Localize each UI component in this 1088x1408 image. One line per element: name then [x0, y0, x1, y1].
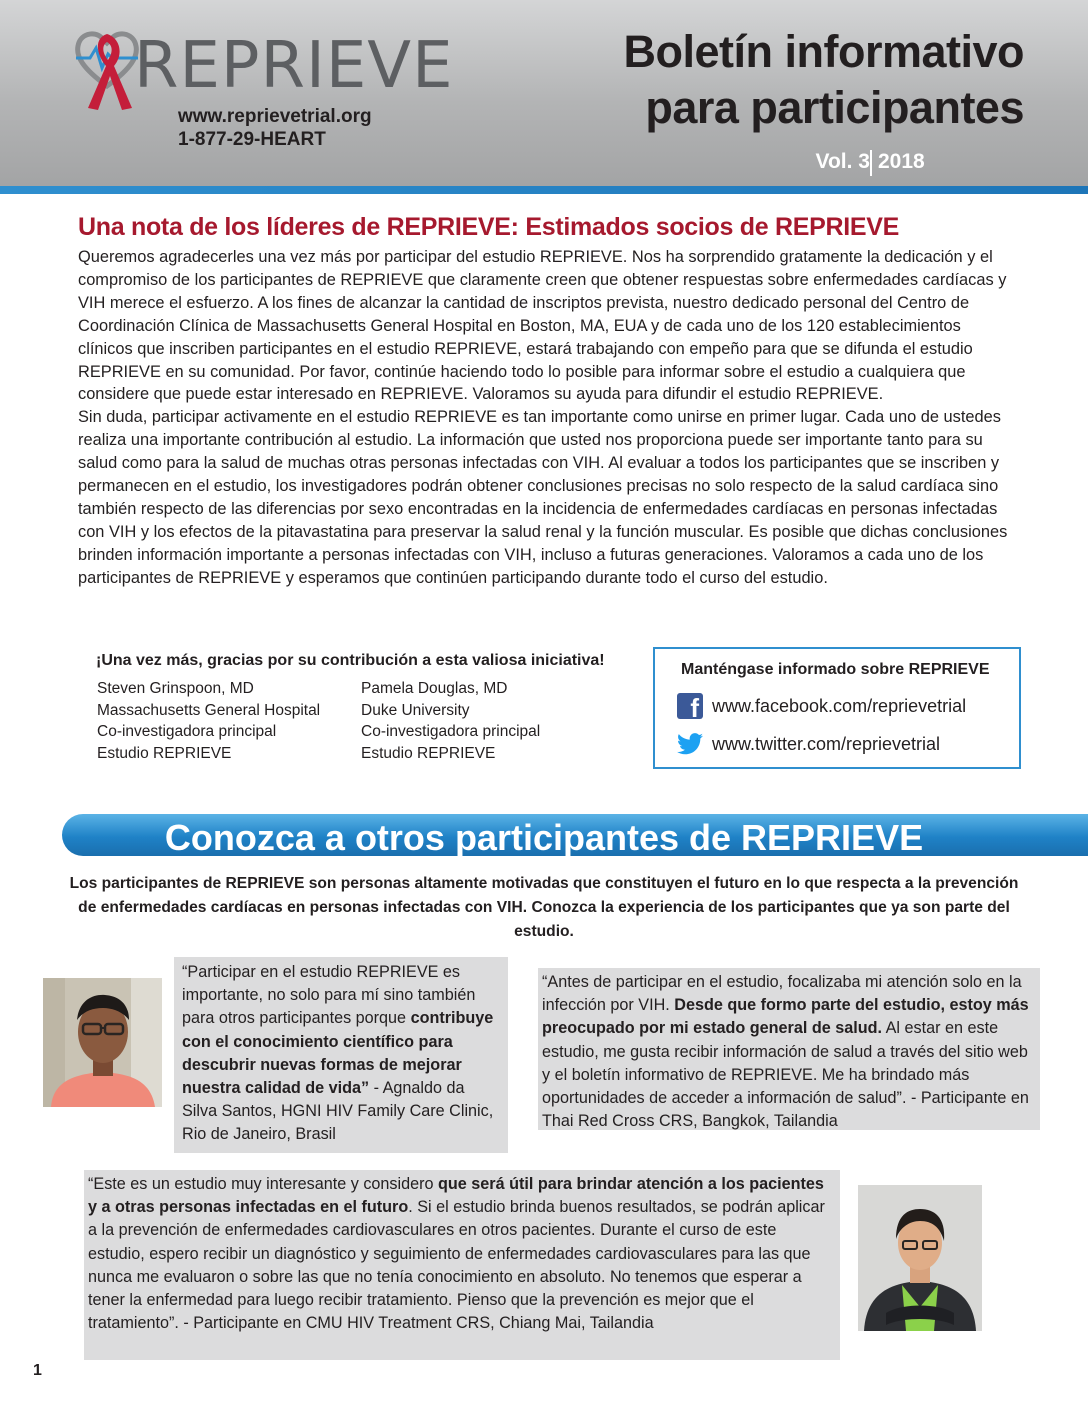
section-title: Conozca a otros participantes de REPRIEVE — [164, 817, 924, 858]
letter-heading: Una nota de los líderes de REPRIEVE: Estimados socios de REPRIEVE — [78, 213, 900, 241]
newsletter-title-line1: Boletín informativo — [623, 26, 1024, 77]
testimonial-attribution: Al estar en este estudio, me gusta recibir información de salud a través del sitio web y el boletín informativo de REPRIEVE. Me ha brindado más oportunidades de acceder a información de salud”. - Participante en Thai Red Cross CRS, Bangkok, Tailandia — [542, 1019, 1029, 1131]
letter-paragraph: Queremos agradecerles una vez más por participar del estudio REPRIEVE. Nos ha sorprendido gratamente la dedicación y el compromiso de los participantes de REPRIEVE que claramente creen que obtener respuestas sobre enfermedades cardíacas y VIH merece el esfuerzo. A los fines de alcanzar la cantidad de inscriptos prevista, nuestro dedicado personal del Centro de Coordinación Clínica de Massachusetts General Hospital en Boston, MA, EUA y de cada uno de los 120 establecimientos clínicos que inscriben participantes en el estudio REPRIEVE, estará trabajando con empeño para que se difunda el estudio REPRIEVE en su comunidad. Por favor, continúe haciendo todo lo posible para informar sobre el estudio a cualquiera que considere que puede estar interesado en REPRIEVE. Valoramos su ayuda para difundir el estudio REPRIEVE. — [78, 248, 1007, 404]
testimonial-text: “Participar en el estudio REPRIEVE es importante, no solo para mí sino también para otros participantes porque — [182, 963, 476, 1028]
testimonial-highlight: Desde que formo parte del estudio, estoy más preocupado por mi estado general de salud. — [542, 996, 1029, 1038]
volume-label: Vol. 3 — [815, 150, 870, 173]
testimonial-2 — [538, 968, 1040, 1130]
section-intro: Los participantes de REPRIEVE son personas altamente motivadas que constituyen el futuro en lo que respecta a la prevención de enfermedades cardíacas en personas infectadas con VIH. Conozca la experiencia de los participantes que ya son parte del estudio. — [69, 875, 1019, 940]
signatory-name: Steven Grinspoon, MD — [97, 680, 254, 697]
facebook-icon: f — [677, 693, 703, 719]
facebook-link[interactable] — [677, 693, 967, 723]
header-rule — [0, 186, 1088, 194]
participant-photo-3 — [858, 1185, 982, 1331]
newsletter-title-line2: para participantes — [645, 82, 1024, 133]
signatory-1 — [97, 678, 320, 764]
stay-informed-title: Manténgase informado sobre REPRIEVE — [681, 661, 990, 678]
signatory-role: Co-investigadora principal — [97, 723, 277, 740]
testimonial-attribution: - Agnaldo da Silva Santos, HGNI HIV Family Care Clinic, Rio de Janeiro, Brasil — [182, 1079, 494, 1144]
signatory-institution: Massachusetts General Hospital — [97, 701, 321, 719]
twitter-bird-icon — [677, 733, 703, 755]
signatory-2 — [361, 678, 540, 764]
testimonial-attribution: . Si el estudio brinda buenos resultados, se podrán aplicar a la prevención de enfermedades cardiovasculares en otros pacientes. Durante el curso de este estudio, espero recibir un diagnóstico y seguimiento de enfermedades cardiovasculares para las que nunca me evaluaron o sobre las que no tenía conocimiento en absoluto. No tenemos que esperar a tener la enfermedad para luego recibir tratamiento. Pienso que la prevención es mejor que el tratamiento”. - Participante en CMU HIV Treatment CRS, Chiang Mai, Tailandia — [88, 1198, 825, 1333]
twitter-url[interactable]: www.twitter.com/reprievetrial — [712, 733, 941, 754]
testimonial-1 — [174, 957, 508, 1153]
newsletter-title — [623, 24, 1024, 136]
testimonial-3 — [84, 1170, 840, 1360]
logo-wordmark: REPRIEVE — [134, 29, 454, 103]
stay-informed-box — [653, 647, 1021, 769]
signatory-institution: Duke University — [361, 701, 470, 719]
thanks-line: ¡Una vez más, gracias por su contribución a esta valiosa iniciativa! — [96, 652, 605, 669]
signatory-study: Estudio REPRIEVE — [361, 744, 496, 762]
testimonial-highlight: que será útil para brindar atención a los pacientes y a otras personas infectadas en el futuro — [88, 1175, 824, 1217]
signatory-study: Estudio REPRIEVE — [97, 744, 232, 762]
year-label: 2018 — [878, 150, 925, 173]
phone-number: 1-877-29-HEART — [178, 129, 326, 150]
page-number: 1 — [33, 1362, 42, 1379]
reprieve-logo — [72, 24, 454, 110]
volume-separator — [870, 150, 872, 176]
letter-paragraph: Sin duda, participar activamente en el estudio REPRIEVE es tan importante como unirse en primer lugar. Cada uno de ustedes realiza una importante contribución al estudio. La información que usted nos proporciona puede ser importante tanto para su salud como para la salud de muchas otras personas infectadas con VIH. Al evaluar a todos los participantes que se inscriben y permanecen en el estudio, los investigadores podrán obtener conclusiones precisas no solo respecto de la salud cardíaca sino también respecto de las diferencias por sexo encontradas en la incidencia de enfermedades cardíacas en personas infectadas con VIH y los efectos de la pitavastatina para preservar la salud renal y la función muscular. Es posible que dichas conclusiones brinden información importante a personas infectadas con VIH, incluso a futuras generaciones. Valoramos a cada uno de los participantes de REPRIEVE y esperamos que continúen participando durante todo el curso del estudio. — [78, 408, 1008, 587]
testimonial-text: “Este es un estudio muy interesante y considero — [88, 1175, 439, 1193]
testimonial-highlight: contribuye con el conocimiento científico para descubrir nuevas formas de mejorar nuestra calidad de vida” — [182, 1009, 494, 1098]
participant-photo-1 — [43, 978, 162, 1107]
website-url[interactable]: www.reprievetrial.org — [178, 106, 372, 127]
facebook-url[interactable]: www.facebook.com/reprievetrial — [712, 695, 967, 716]
signatory-role: Co-investigadora principal — [361, 723, 541, 740]
heart-ribbon-icon — [72, 24, 142, 114]
testimonial-text: “Antes de participar en el estudio, focalizaba mi atención solo en la infección por VIH. — [542, 973, 1022, 1015]
signatory-name: Pamela Douglas, MD — [361, 680, 508, 697]
letter-body — [78, 246, 1018, 590]
twitter-link[interactable] — [677, 733, 940, 755]
